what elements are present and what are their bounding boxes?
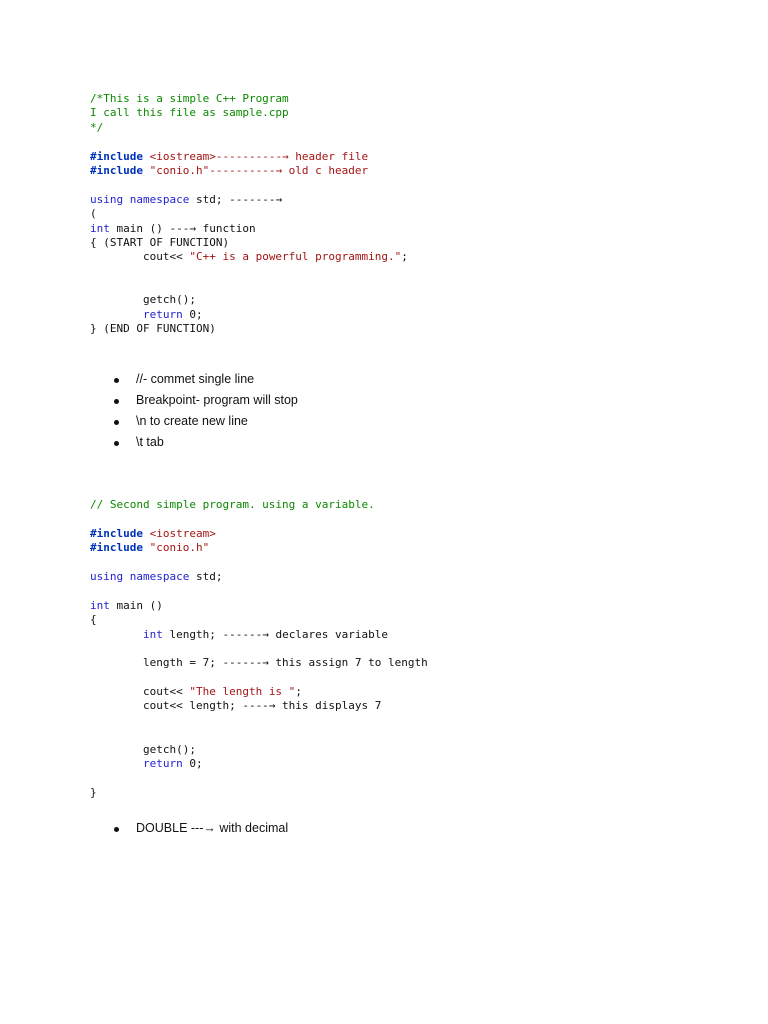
code-line xyxy=(90,178,740,192)
code-token xyxy=(123,193,130,206)
code-line xyxy=(90,193,740,207)
code-token: std; xyxy=(189,569,223,583)
code-line xyxy=(90,714,740,728)
code-token: ( xyxy=(90,207,97,221)
code-token: #include xyxy=(90,526,150,540)
code-token: main () ---→ function xyxy=(109,221,256,235)
bullet-dot-icon xyxy=(114,399,119,404)
code-line xyxy=(90,699,740,713)
code-line xyxy=(90,786,740,800)
code-token: "conio.h" xyxy=(149,541,210,555)
bullet-dot-icon xyxy=(114,378,119,383)
bullet-item xyxy=(110,390,710,411)
code-block-sample-program xyxy=(90,92,740,337)
code-token: cout<< length; ----→ this displays 7 xyxy=(90,699,382,713)
code-token: main () xyxy=(109,598,163,612)
code-token: #include xyxy=(90,149,150,163)
bullet-text: \n to create new line xyxy=(136,414,248,428)
code-line xyxy=(90,685,740,699)
code-token: "conio.h"----------→ old c header xyxy=(149,163,369,177)
code-line xyxy=(90,599,740,613)
code-line xyxy=(90,728,740,742)
code-token: namespace xyxy=(129,192,190,206)
code-token: int xyxy=(90,221,110,235)
code-token: cout<< xyxy=(90,250,190,264)
code-line xyxy=(90,135,740,149)
code-token xyxy=(90,757,143,770)
bullet-text: //- commet single line xyxy=(136,372,255,386)
code-line xyxy=(90,207,740,221)
code-line xyxy=(90,222,740,236)
code-token: std; -------→ xyxy=(189,192,283,206)
code-token: length; ------→ declares variable xyxy=(162,627,389,641)
code-token: { xyxy=(90,613,97,627)
code-line xyxy=(90,757,740,771)
code-block-variable-program xyxy=(90,498,740,800)
code-token: "The length is " xyxy=(189,685,296,699)
code-token xyxy=(90,628,143,641)
code-token: "C++ is a powerful programming." xyxy=(189,250,402,264)
code-line xyxy=(90,322,740,336)
code-line xyxy=(90,556,740,570)
code-token: <iostream> xyxy=(149,526,216,540)
code-token: I call this file as sample.cpp xyxy=(90,106,289,120)
code-line xyxy=(90,642,740,656)
notes-list-1 xyxy=(110,369,710,453)
code-token: using xyxy=(90,192,124,206)
code-token: int xyxy=(90,598,110,612)
code-token: // Second simple program. using a variable. xyxy=(90,498,375,511)
code-token: return xyxy=(142,307,183,321)
code-token: } (END OF FUNCTION) xyxy=(90,322,216,336)
bullet-item xyxy=(110,411,710,432)
bullet-dot-icon xyxy=(114,827,119,832)
code-line xyxy=(90,250,740,264)
code-token: { (START OF FUNCTION) xyxy=(90,235,230,249)
code-token xyxy=(90,308,143,321)
code-line xyxy=(90,279,740,293)
code-token: } xyxy=(90,785,97,799)
code-line xyxy=(90,527,740,541)
code-line xyxy=(90,106,740,120)
code-token: 0; xyxy=(182,307,203,321)
notes-list-2 xyxy=(110,818,710,839)
code-token: #include xyxy=(90,163,150,177)
code-line xyxy=(90,308,740,322)
code-line xyxy=(90,498,740,512)
code-line xyxy=(90,771,740,785)
bullet-dot-icon xyxy=(114,441,119,446)
bullet-dot-icon xyxy=(114,420,119,425)
code-line xyxy=(90,92,740,106)
code-token: ; xyxy=(401,250,408,264)
code-line xyxy=(90,121,740,135)
code-line xyxy=(90,293,740,307)
code-token: <iostream>----------→ header file xyxy=(149,149,369,163)
code-token: ; xyxy=(295,685,302,699)
code-line xyxy=(90,671,740,685)
code-token: int xyxy=(142,627,163,641)
code-token: /*This is a simple C++ Program xyxy=(90,92,289,105)
code-token: 0; xyxy=(182,757,203,771)
code-token: */ xyxy=(90,120,104,134)
bullet-text: \t tab xyxy=(136,435,164,449)
code-line xyxy=(90,584,740,598)
code-token: using xyxy=(90,569,124,583)
code-token: cout<< xyxy=(90,685,190,699)
code-token: namespace xyxy=(129,569,190,583)
bullet-item xyxy=(110,818,710,839)
code-line xyxy=(90,164,740,178)
code-token xyxy=(123,570,130,583)
code-line xyxy=(90,265,740,279)
code-line xyxy=(90,613,740,627)
code-line xyxy=(90,236,740,250)
code-line xyxy=(90,743,740,757)
code-line xyxy=(90,541,740,555)
code-line xyxy=(90,628,740,642)
code-token: getch(); xyxy=(90,293,196,307)
code-line xyxy=(90,150,740,164)
code-line xyxy=(90,656,740,670)
bullet-item xyxy=(110,369,710,390)
code-line xyxy=(90,570,740,584)
code-line xyxy=(90,512,740,526)
bullet-text: Breakpoint- program will stop xyxy=(136,393,298,407)
code-token: getch(); xyxy=(90,742,196,756)
bullet-item xyxy=(110,432,710,453)
bullet-text: DOUBLE ---→ with decimal xyxy=(136,821,289,835)
code-token: return xyxy=(142,757,183,771)
code-token: length = 7; ------→ this assign 7 to length xyxy=(90,656,428,670)
code-token: #include xyxy=(90,541,150,555)
